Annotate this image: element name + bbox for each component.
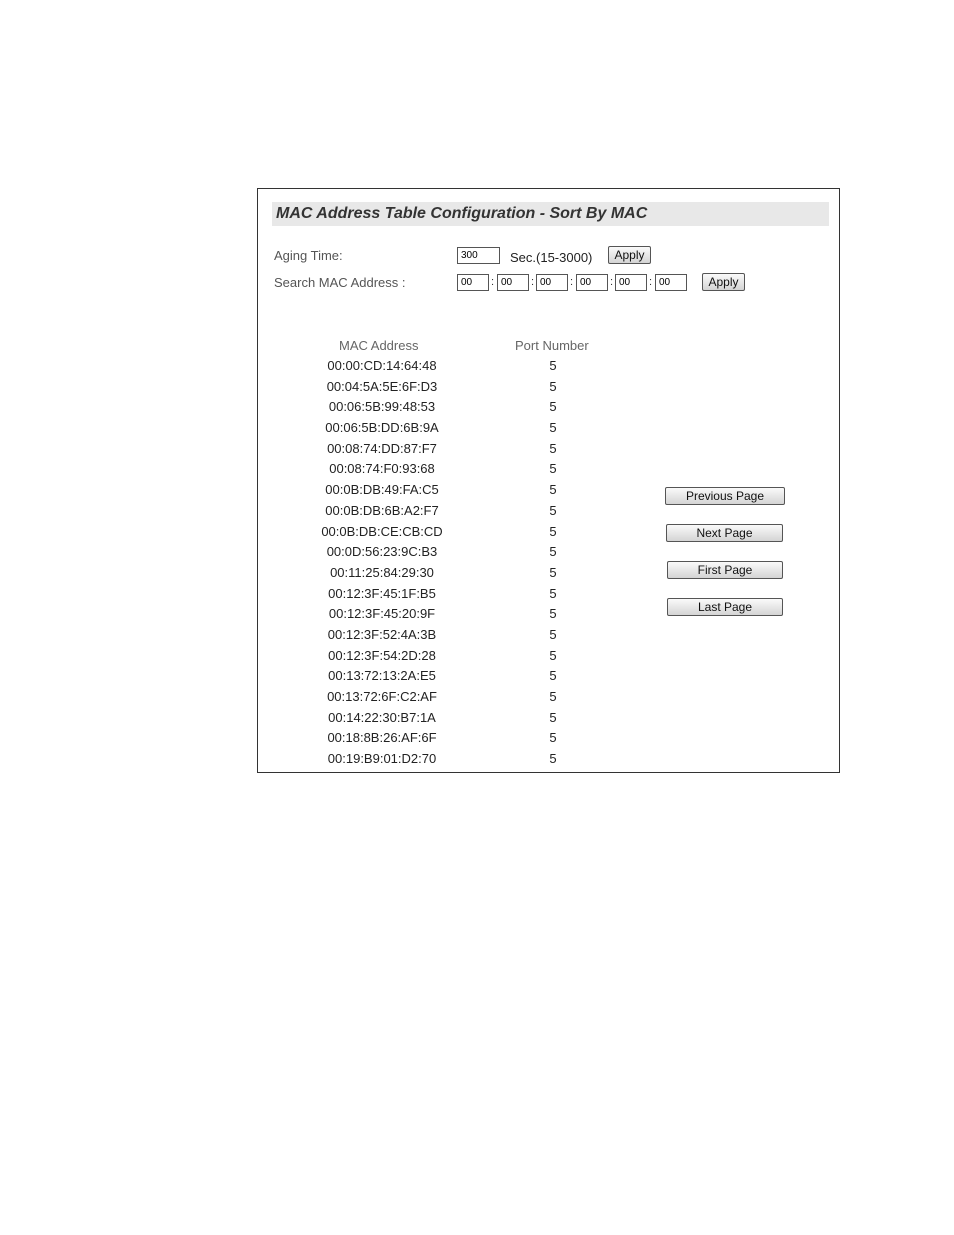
table-row-port: 5 (549, 482, 557, 498)
mac-table-panel (257, 188, 840, 773)
mac-separator: : (491, 276, 495, 288)
table-row-port: 5 (549, 440, 557, 456)
title-bar (272, 202, 829, 226)
aging-time-unit: Sec.(15-3000) (510, 250, 593, 265)
table-row-mac: 00:08:74:DD:87:F7 (327, 440, 437, 456)
mac-separator: : (531, 276, 535, 288)
table-row-port: 5 (549, 502, 557, 518)
page-title: MAC Address Table Configuration - Sort By MAC (276, 205, 648, 222)
aging-time-label: Aging Time: (274, 248, 343, 263)
table-row-port: 5 (549, 461, 557, 477)
mac-separator: : (610, 276, 614, 288)
aging-time-input[interactable] (457, 247, 500, 264)
table-row-mac: 00:13:72:6F:C2:AF (327, 689, 437, 704)
mac-separator: : (649, 276, 653, 288)
table-row-mac: 00:00:CD:14:64:48 (327, 358, 437, 373)
mac-address-column-header: MAC Address (339, 338, 419, 353)
next-page-button[interactable]: Next Page (666, 524, 783, 542)
table-row-mac: 00:11:25:84:29:30 (330, 564, 434, 580)
table-row-port: 5 (549, 689, 557, 704)
table-row-mac: 00:0B:DB:49:FA:C5 (325, 482, 439, 498)
table-row-port: 5 (549, 647, 557, 663)
table-row-mac: 00:06:5B:99:48:53 (328, 399, 436, 415)
table-row-port: 5 (549, 378, 557, 394)
table-row-port: 5 (549, 626, 557, 642)
table-row-port: 5 (549, 420, 557, 436)
mac-octet-3-input[interactable] (536, 274, 568, 291)
table-row-mac: 00:0B:DB:CE:CB:CD (321, 523, 443, 539)
port-number-list (518, 359, 588, 773)
table-row-port: 5 (549, 606, 557, 622)
mac-octet-4-input[interactable] (576, 274, 608, 291)
table-row-mac: 00:12:3F:45:20:9F (328, 606, 436, 622)
port-number-column-header: Port Number (515, 338, 589, 353)
table-row-port: 5 (549, 358, 557, 373)
table-row-mac: 00:08:74:F0:93:68 (329, 461, 435, 477)
table-row-port: 5 (549, 399, 557, 415)
search-mac-label: Search MAC Address : (274, 275, 406, 290)
table-row-port: 5 (549, 751, 557, 767)
table-row-mac: 00:04:5A:5E:6F:D3 (326, 378, 438, 394)
table-row-mac: 00:12:3F:52:4A:3B (327, 626, 437, 642)
table-row-mac: 00:0B:DB:6B:A2:F7 (325, 502, 439, 518)
table-row-mac: 00:12:3F:45:1F:B5 (328, 585, 436, 601)
mac-address-list (298, 359, 466, 773)
table-row-mac: 00:19:B9:01:D2:70 (327, 751, 437, 767)
aging-apply-button[interactable]: Apply (608, 246, 651, 264)
mac-octet-1-input[interactable] (457, 274, 489, 291)
first-page-button[interactable]: First Page (667, 561, 783, 579)
table-row-mac: 00:12:3F:54:2D:28 (328, 647, 436, 663)
table-row-port: 5 (549, 585, 557, 601)
table-row-port: 5 (549, 709, 557, 725)
table-row-mac: 00:0D:56:23:9C:B3 (326, 544, 438, 560)
table-row-mac: 00:18:8B:26:AF:6F (327, 730, 437, 746)
mac-separator: : (570, 276, 574, 288)
table-row-mac: 00:06:5B:DD:6B:9A (325, 420, 439, 436)
table-row-port: 5 (549, 730, 557, 746)
table-row-port: 5 (549, 523, 557, 539)
mac-octet-2-input[interactable] (497, 274, 529, 291)
last-page-button[interactable]: Last Page (667, 598, 783, 616)
search-apply-button[interactable]: Apply (702, 273, 745, 291)
table-row-port: 5 (549, 544, 557, 560)
table-row-mac: 00:14:22:30:B7:1A (328, 709, 436, 725)
table-row-port: 5 (549, 668, 557, 684)
mac-octet-5-input[interactable] (615, 274, 647, 291)
table-row-mac: 00:13:72:13:2A:E5 (328, 668, 436, 684)
previous-page-button[interactable]: Previous Page (665, 487, 785, 505)
mac-octet-6-input[interactable] (655, 274, 687, 291)
table-row-port: 5 (549, 564, 557, 580)
